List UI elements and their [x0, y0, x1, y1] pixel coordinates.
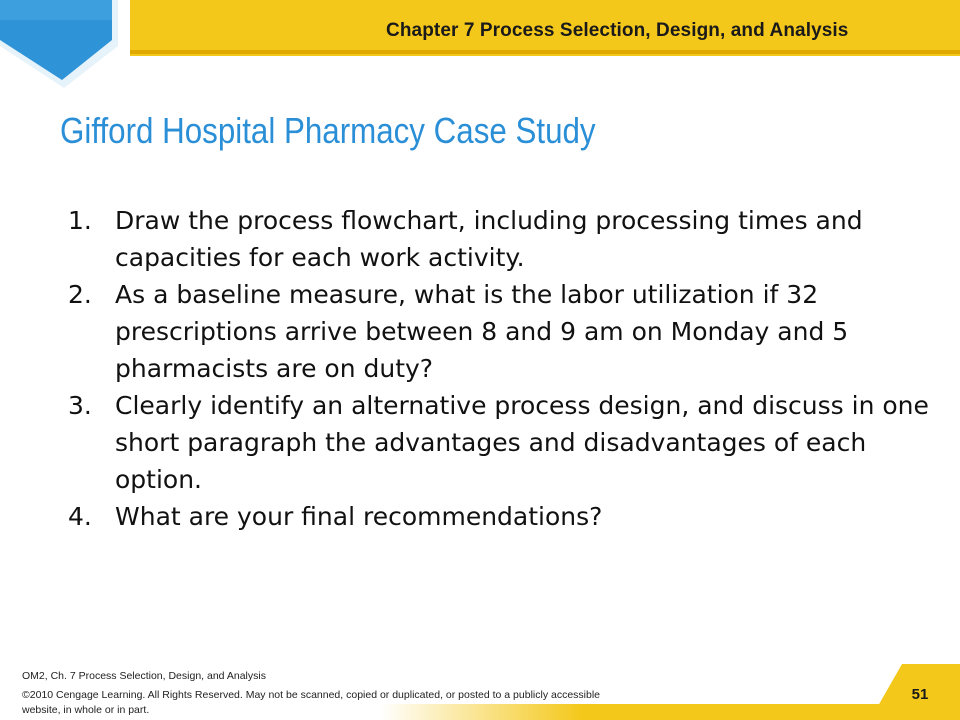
footer-copyright: ©2010 Cengage Learning. All Rights Reserved. May not be scanned, copied or duplicated, or posted to a publicly accessible website, in whole or in part. — [22, 689, 601, 716]
question-text: What are your final recommendations? — [115, 502, 603, 531]
corner-arrow-icon — [0, 0, 130, 90]
question-number: 3. — [68, 391, 92, 420]
arrow-highlight — [0, 0, 112, 20]
question-text: Clearly identify an alternative process design, and discuss in one short paragraph the advantages and disadvantages of each option. — [115, 391, 929, 494]
question-number: 2. — [68, 280, 92, 309]
question-text: As a baseline measure, what is the labor utilization if 32 prescriptions arrive between 8 and 9 am on Monday and 5 pharmacists are on duty? — [115, 280, 849, 383]
question-text: Draw the process flowchart, including processing times and capacities for each work activity. — [115, 206, 863, 272]
header-stripe — [0, 50, 960, 54]
slide-title: Gifford Hospital Pharmacy Case Study — [60, 110, 596, 151]
page-number: 51 — [911, 686, 929, 703]
list-item — [68, 276, 948, 387]
question-list — [68, 202, 948, 535]
list-item — [68, 498, 948, 535]
question-number: 1. — [68, 206, 92, 235]
list-item — [68, 387, 948, 498]
footer-course-line: OM2, Ch. 7 Process Selection, Design, and Analysis — [22, 670, 266, 682]
list-item — [68, 202, 948, 276]
question-number: 4. — [68, 502, 92, 531]
chapter-title: Chapter 7 Process Selection, Design, and Analysis — [386, 20, 849, 41]
